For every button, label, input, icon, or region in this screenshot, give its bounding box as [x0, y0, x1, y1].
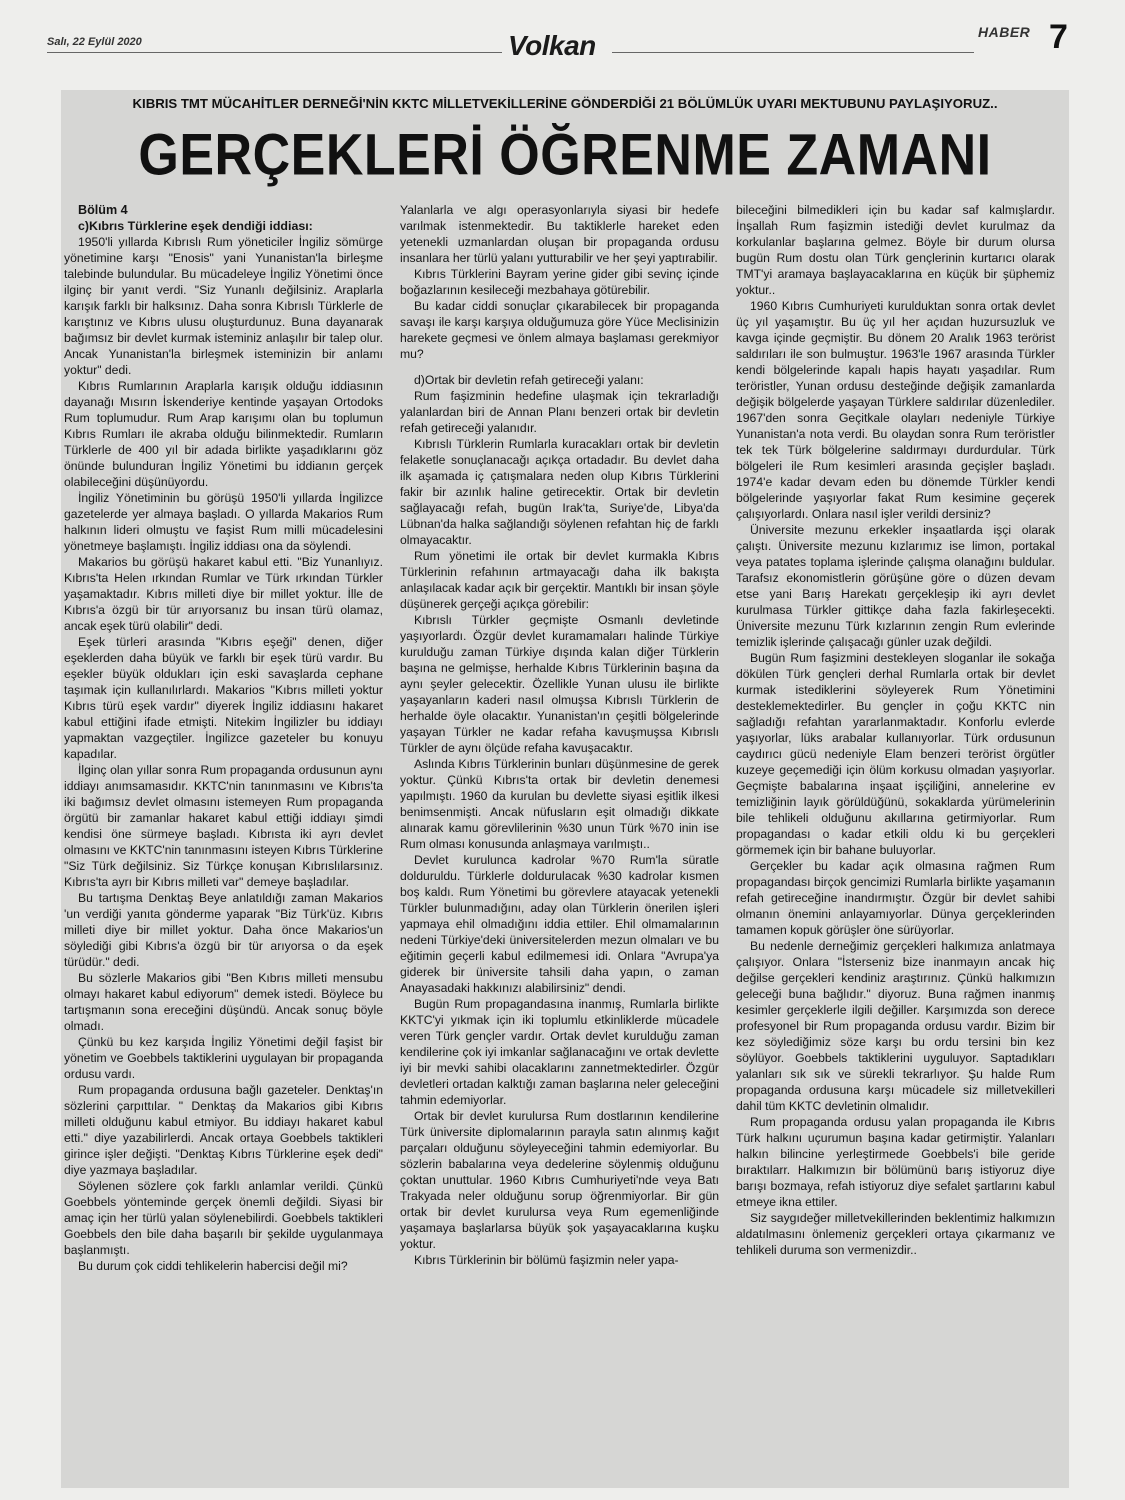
- paragraph: İlginç olan yıllar sonra Rum propaganda ordusunun aynı iddiayı anımsamasıdır. KKTC'nin tanınmasını ve Kıbrıs'ta iki bağımsız devlet olmasını istemeyen Rum propaganda örgütü bir zamanlar hakaret kabul ettiği iddiayı şimdi kendisi öne sürmeye başladı. Kıbrısta iki ayrı devlet olmasını ve KKTC'nin tanınmasını isteyen Kıbrıs Türklerine "Siz Türk değilsiniz. Siz Türkçe konuşan Kıbrıslılarsınız. Kıbrıs'ta ayrı bir Kıbrıs milleti var" demeye başladılar.: [64, 763, 383, 889]
- article-column-3: [736, 202, 1055, 1484]
- paragraph: Bu nedenle derneğimiz gerçekleri halkımıza anlatmaya çalışıyor. Onlara "İsterseniz bize inanmayın ancak hiç değilse gerçekleri kendiniz araştırınız. Çünkü halkımızın geleceği buna bağlıdır." diyoruz. Buna rağmen inanmış kesimler gerçeklerle ilgili değiller. Karşımızda son derece profesyonel bir Rum propaganda ordusu vardır. Bizim bir kez söylediğimiz söze karşı bu ordu tersini bin kez söylüyor. Goebbels taktiklerini uyguluyor. Saptadıkları yalanları sık sık ve sürekli tekrarlıyor. Şu halde Rum propaganda ordusuna karşı mücadele siz milletvekilleri dahil tüm KKTC devletinin olmalıdır.: [736, 939, 1055, 1113]
- paragraph: Eşek türleri arasında "Kıbrıs eşeği" denen, diğer eşeklerden daha büyük ve farklı bir eşek türü vardır. Bu eşekler büyük oldukları için eski savaşlarda cephane taşımak için kullanılırlardı. Makarios "Kıbrıs milleti yoktur Kıbrıs türü eşek vardır" diyerek İngiliz iddiasını hakaret kabul ettiğini ifade etmişti. Nitekim İngilizler bu iddiayı yapmaktan vazgeçtiler. İngilizce gazeteler bu konuyu kapadılar.: [64, 635, 383, 761]
- paragraph: Rum faşizminin hedefine ulaşmak için tekrarladığı yalanlardan biri de Annan Planı benzeri ortak bir devletin refah getireceği yalanıdır.: [400, 389, 719, 435]
- paragraph: Siz saygıdeğer milletvekillerinden beklentimiz halkımızın aldatılmasını önlemeniz gerçekleri ortaya çıkarmanız ve tehlikeli duruma son vermenizdir..: [736, 1211, 1055, 1257]
- paragraph: Yalanlarla ve algı operasyonlarıyla siyasi bir hedefe varılmak istenmektedir. Bu taktiklerle hareket eden yetenekli uzmanlardan oluşan bir propaganda ordusu insanlara her türlü yalanı yutturabilir ve her şeyi yaptırabilir.: [400, 203, 719, 265]
- article-headline: GERÇEKLERİ ÖĞRENME ZAMANI: [138, 123, 992, 189]
- paragraph: Kıbrıs Türklerini Bayram yerine gider gibi sevinç içinde boğazlarının kesileceği mezbahaya götürebilir.: [400, 267, 719, 297]
- paragraph: Kıbrıs Rumlarının Araplarla karışık olduğu iddiasının dayanağı Mısırın İskenderiye kentinde yaşayan Ortodoks Rum toplumudur. Rum Arap karışımı olan bu toplumun Kıbrıs Rumları ile akraba olduğu bilinmektedir. Rumların Türklerle de 400 yıl bir adada birlikte yaşadıklarını göz önünde bulunduran İngiliz Yönetimi bu iddianın gerçek olabileceğini düşünüyordu.: [64, 379, 383, 489]
- article-column-1: [64, 202, 383, 1484]
- paragraph: Aslında Kıbrıs Türklerinin bunları düşünmesine de gerek yoktur. Çünkü Kıbrıs'ta ortak bir devletin denemesi yapılmıştı. 1960 da kurulan bu devlette siyasi eşitlik ilkesi benimsenmişti. Ancak nüfusların eşit olmadığı dikkate alınarak kamu görevlilerinin %30 unun Türk %70 inin ise Rum olması konusunda anlaşmaya varılmıştı..: [400, 757, 719, 851]
- article-column-2: [400, 202, 719, 1484]
- paragraph: Bu durum çok ciddi tehlikelerin habercisi değil mi?: [78, 1259, 348, 1273]
- header-rule-right: [612, 52, 974, 53]
- paragraph: İngiliz Yönetiminin bu görüşü 1950'li yıllarda İngilizce gazetelerde yer almaya başladı. O yıllarda Makarios Rum halkının lideri olmuştu ve faşist Rum milli mücadelesini yönetmeye başlamıştı. İngiliz iddiası ona da söylendi.: [64, 491, 383, 553]
- paragraph: Kıbrıslı Türklerin Rumlarla kuracakları ortak bir devletin felaketle sonuçlanacağı açıkça ortadadır. Bu devlet daha ilk aşamada iç çatışmalara neden olup Kıbrıs Türklerini fakir bir azınlık haline getirecektir. Ortak bir devletin sağlayacağı refah, bugün Irak'ta, Suriye'de, Libya'da Lübnan'da halka sağlandığı söylenen refahtan hiç de farklı olmayacaktır.: [400, 437, 719, 547]
- paragraph: 1950'li yıllarda Kıbrıslı Rum yöneticiler İngiliz sömürge yönetimine karşı "Enosis" yani Yunanistan'la birleşme talebinde bulundular. Bu mücadeleye İngiliz Yönetimi önce ilginç bir yanıt verdi. "Siz Yunanlı değilsiniz. Araplarla karışık farklı bir halksınız. Daha sonra Kıbrıslı Türklerle de karıştınız ve Kıbrıs ulusu oluşturdunuz. Buna dayanarak bağımsız bir devlet kurmak isteminiz anlaşılır bir talep olur. Ancak Yunanistan'la birleşmek isteminizin bir anlamı yoktur" dedi.: [64, 235, 383, 377]
- newspaper-logo: Volkan: [508, 30, 596, 61]
- paragraph: Kıbrıs Türklerinin bir bölümü faşizmin neler yapa-: [414, 1253, 679, 1267]
- header-rule-left: [47, 52, 502, 53]
- subheading: d)Ortak bir devletin refah getireceği yalanı:: [414, 373, 644, 387]
- section-label: HABER: [978, 24, 1031, 40]
- article-kicker: KIBRIS TMT MÜCAHİTLER DERNEĞİ'NİN KKTC MİLLETVEKİLLERİNE GÖNDERDİĞİ 21 BÖLÜMLÜK UYARI MEKTUBUNU PAYLAŞIYORUZ..: [132, 96, 998, 111]
- paragraph: Ortak bir devlet kurulursa Rum dostlarının kendilerine Türk üniversite diplomalarının parayla satın alınmış kağıt parçaları olduğunu söyleyeceğini tahmin edemiyorlar. Bu sözlerin babalarına veya dedelerine söylenmiş olduğunu çoktan unuttular. 1960 Kıbrıs Cumhuriyeti'nde veya Batı Trakyada neler olduğunu sorup öğrenmiyorlar. Bir gün ortak bir devlet kurulursa veya Rum egemenliğinde yaşamaya başlarlarsa büyük şok yaşayacaklarına kuşku yoktur.: [400, 1109, 719, 1251]
- paragraph: Söylenen sözlere çok farklı anlamlar verildi. Çünkü Goebbels yönteminde gerçek önemli değildi. Siyasi bir amaç için her türlü yalan söylenebilirdi. Goebbels taktikleri Goebbels den bile daha başarılı bir şekilde uygulanmaya başlanmıştı.: [64, 1179, 383, 1257]
- paragraph: Rum propaganda ordusu yalan propaganda ile Kıbrıs Türk halkını uçurumun başına kadar getirmiştir. Yalanları halkın bilincine yerleştirmede Goebbels'i bile geride bıraktılarr. Halkımızın bir bölümünü barış istiyoruz diye barışı bozmaya, refah istiyoruz diye sefalet şartlarını kabul etmeye ikna ettiler.: [736, 1115, 1055, 1209]
- article-box: [61, 90, 1069, 1488]
- paragraph: Çünkü bu kez karşıda İngiliz Yönetimi değil faşist bir yönetim ve Goebbels taktiklerini uygulayan bir propaganda ordusu vardı.: [64, 1035, 383, 1081]
- paragraph: Bu kadar ciddi sonuçlar çıkarabilecek bir propaganda savaşı ile karşı karşıya olduğumuza göre Yüce Meclisinizin harekete geçmesi ve önlem almaya başlaması gerekmiyor mu?: [400, 299, 719, 361]
- paragraph: bileceğini bilmedikleri için bu kadar saf kalmışlardır. İnşallah Rum faşizmin istediği devlet kurulmaz da korkulanlar başlarına gelmez. Böyle bir durum olursa bugün Rum dostu olan Türk gençlerinin kurtarıcı olarak TMT'yi aramaya başlayacaklarına en küçük bir şüphemiz yoktur..: [736, 203, 1055, 297]
- subheading: c)Kıbrıs Türklerine eşek dendiği iddiası:: [78, 219, 313, 233]
- paragraph: Bugün Rum faşizmini destekleyen sloganlar ile sokağa dökülen Türk gençleri derhal Rumlarla ortak bir devlet kurmak istediklerini söyleyerek Rum Yönetimini desteklemektedirler. Bu gençler in çoğu KKTC nin sağladığı refahtan yararlanmaktadır. Konforlu evlerde yaşıyorlar, lüks arabalar kullanıyorlar. Türk ordusunun caydırıcı gücü nedeniyle Elam benzeri terörist örgütler kuzeye geçemediği için ölüm korkusu olmadan yaşıyorlar. Geçmişte babalarına inşaat işçiliğini, annelerine ev temizliğinin layık görüldüğünü, sokaklarda yürümelerinin bile tehlikeli olduğunu akıllarına getirmiyorlar. Rum propagandası o kadar etkili oldu ki bu gerçekleri görmemek için bir bahane buluyorlar.: [736, 651, 1055, 857]
- paragraph: Rum propaganda ordusuna bağlı gazeteler. Denktaş'ın sözlerini çarpıttılar. " Denktaş da Makarios gibi Kıbrıs milleti olduğunu kabul etmiyor. Bu iddiayı hakaret kabul etti." diye yazabilirlerdi. Ancak ortaya Goebbels taktikleri girince işler değişti. "Denktaş Kıbrıs Türklerine eşek dedi" diye yazmaya başladılar.: [64, 1083, 383, 1177]
- issue-date: Salı, 22 Eylül 2020: [47, 36, 142, 48]
- part-label: Bölüm 4: [78, 203, 128, 217]
- paragraph: Devlet kurulunca kadrolar %70 Rum'la süratle dolduruldu. Türklerle doldurulacak %30 kadrolar kısmen boş kaldı. Rum Yönetimi bu görevlere atayacak yetenekli Türkler bulunmadığını, aday olan Türklerin önerilen işleri yapmaya ehil olmadığını iddia ettiler. Ehil olmamalarının nedeni Türkiye'deki üniversitelerden mezun olmaları ve bu eğitimin geçerli kabul edilmemesi idi. Onlara "Avrupa'ya giderek bir üniversite tahsili daha yapın, o zaman Anayasadaki hakkınızı alabilirsiniz" dendi.: [400, 853, 719, 995]
- paragraph: Rum yönetimi ile ortak bir devlet kurmakla Kıbrıs Türklerinin refahının artmayacağı daha ilk bakışta anlaşılacak kadar açık bir gerçektir. Mantıklı bir insan şöyle düşünerek gerçeği açıkça görebilir:: [400, 549, 719, 611]
- paragraph: Makarios bu görüşü hakaret kabul etti. "Biz Yunanlıyız. Kıbrıs'ta Helen ırkından Rumlar ve Türk ırkından Türkler yaşamaktadır. Kıbrıs milleti diye bir millet yoktur. İlle de Kıbrıs'a özgü bir tür arıyorsanız bu insan türü olamaz, ancak eşek türü olabilir" dedi.: [64, 555, 383, 633]
- paragraph: Bu tartışma Denktaş Beye anlatıldığı zaman Makarios 'un verdiği yanıta gönderme yaparak "Biz Türk'üz. Kıbrıs milleti diye bir millet yoktur. Daha önce Makarios'un söylediği gibi Kıbrıs'a özgü bir tür arıyorsa o da eşek türüdür." dedi.: [64, 891, 383, 969]
- paragraph: Bugün Rum propagandasına inanmış, Rumlarla birlikte KKTC'yi yıkmak için iki toplumlu etkinliklerde mücadele veren Türk gençler vardır. Ortak devlet kurulduğu zaman kendilerine çok iyi imkanlar sağlanacağını ve ortak devlette iyi bir mevki sahibi olacaklarını zannetmektedirler. Özgür devletleri ortadan kalktığı zaman başlarına neler geleceğini tahmin edemiyorlar.: [400, 997, 719, 1107]
- paragraph: Kıbrıslı Türkler geçmişte Osmanlı devletinde yaşıyorlardı. Özgür devlet kuramamaları halinde Türkiye kurulduğu zaman Türkiye dışında kalan diğer Türklerin başına ne gelmişse, herhalde Kıbrıs Türklerinin başına da aynı şeyler gelecektir. Özellikle Yunan ulusu ile birlikte yaşayanların kaderi nasıl olmuşsa Kıbrıslı Türklerin de herhalde öyle olacaktır. Yunanistan'ın çeşitli bölgelerinde yaşayan Türkler ne kadar refaha kavuşmuşsa Kıbrıslı Türkler de aynı ölçüde refaha kavuşacaktır.: [400, 613, 719, 755]
- paragraph: Üniversite mezunu erkekler inşaatlarda işçi olarak çalıştı. Üniversite mezunu kızlarımız ise limon, portakal veya patates toplama işlerinde çalışma olanağını buldular. Tarafsız ekonomistlerin görüşüne göre o düzen devam etse yani Barış Harekatı gerçekleşip iki ayrı devlet kurulmasa Türkler gittikçe daha fazla fakirleşecekti. Üniversite mezunu Türk kızlarının zengin Rum evlerinde temizlik işlerinde çalışacağı günler uzak değildi.: [736, 523, 1055, 649]
- paragraph: Bu sözlerle Makarios gibi "Ben Kıbrıs milleti mensubu olmayı hakaret kabul ediyorum" demek istedi. Böylece bu tartışmanın sona ereceğini düşündü. Ancak sonuç böyle olmadı.: [64, 971, 383, 1033]
- page-number: 7: [1049, 18, 1068, 56]
- paragraph: Gerçekler bu kadar açık olmasına rağmen Rum propagandası birçok gencimizi Rumlarla birlikte yaşamanın refah getireceğine inandırmıştır. Özgür bir devlet sahibi olmanın önemini anlayamıyorlar. Dünya gerçeklerinden tamamen kopuk görüşler öne sürüyorlar.: [736, 859, 1055, 937]
- paragraph: 1960 Kıbrıs Cumhuriyeti kurulduktan sonra ortak devlet üç yıl yaşamıştır. Bu üç yıl her açıdan huzursuzluk ve kavga içinde geçmiştir. Bu dönem 20 Aralık 1963 terörist saldırıları ile son bulmuştur. 1963'le 1967 arasında Türkler kendi bölgelerinde kapalı hapis hayatı yaşadılar. Rum teröristler, Yunan ordusu desteğinde değişik zamanlarda değişik bölgelerde yaşayan Türklere saldırılar düzenlediler. 1967'den sonra Geçitkale olayları nedeniyle Türkiye Yunanistan'a nota verdi. Bu olaydan sonra Rum teröristler tek tek Türk bölgelerine saldırmayı durdurdular. Türk bölgeleri ile Rum kesimleri arasında geçişler başladı. 1974'e kadar devam eden bu dönemde Türkler kendi bölgelerinde yaşıyorlar fakat Rum kesimine geçerek çalışıyorlardı. Onlara nasıl işler verildi dersiniz?: [736, 299, 1055, 521]
- page-header: [0, 0, 1125, 80]
